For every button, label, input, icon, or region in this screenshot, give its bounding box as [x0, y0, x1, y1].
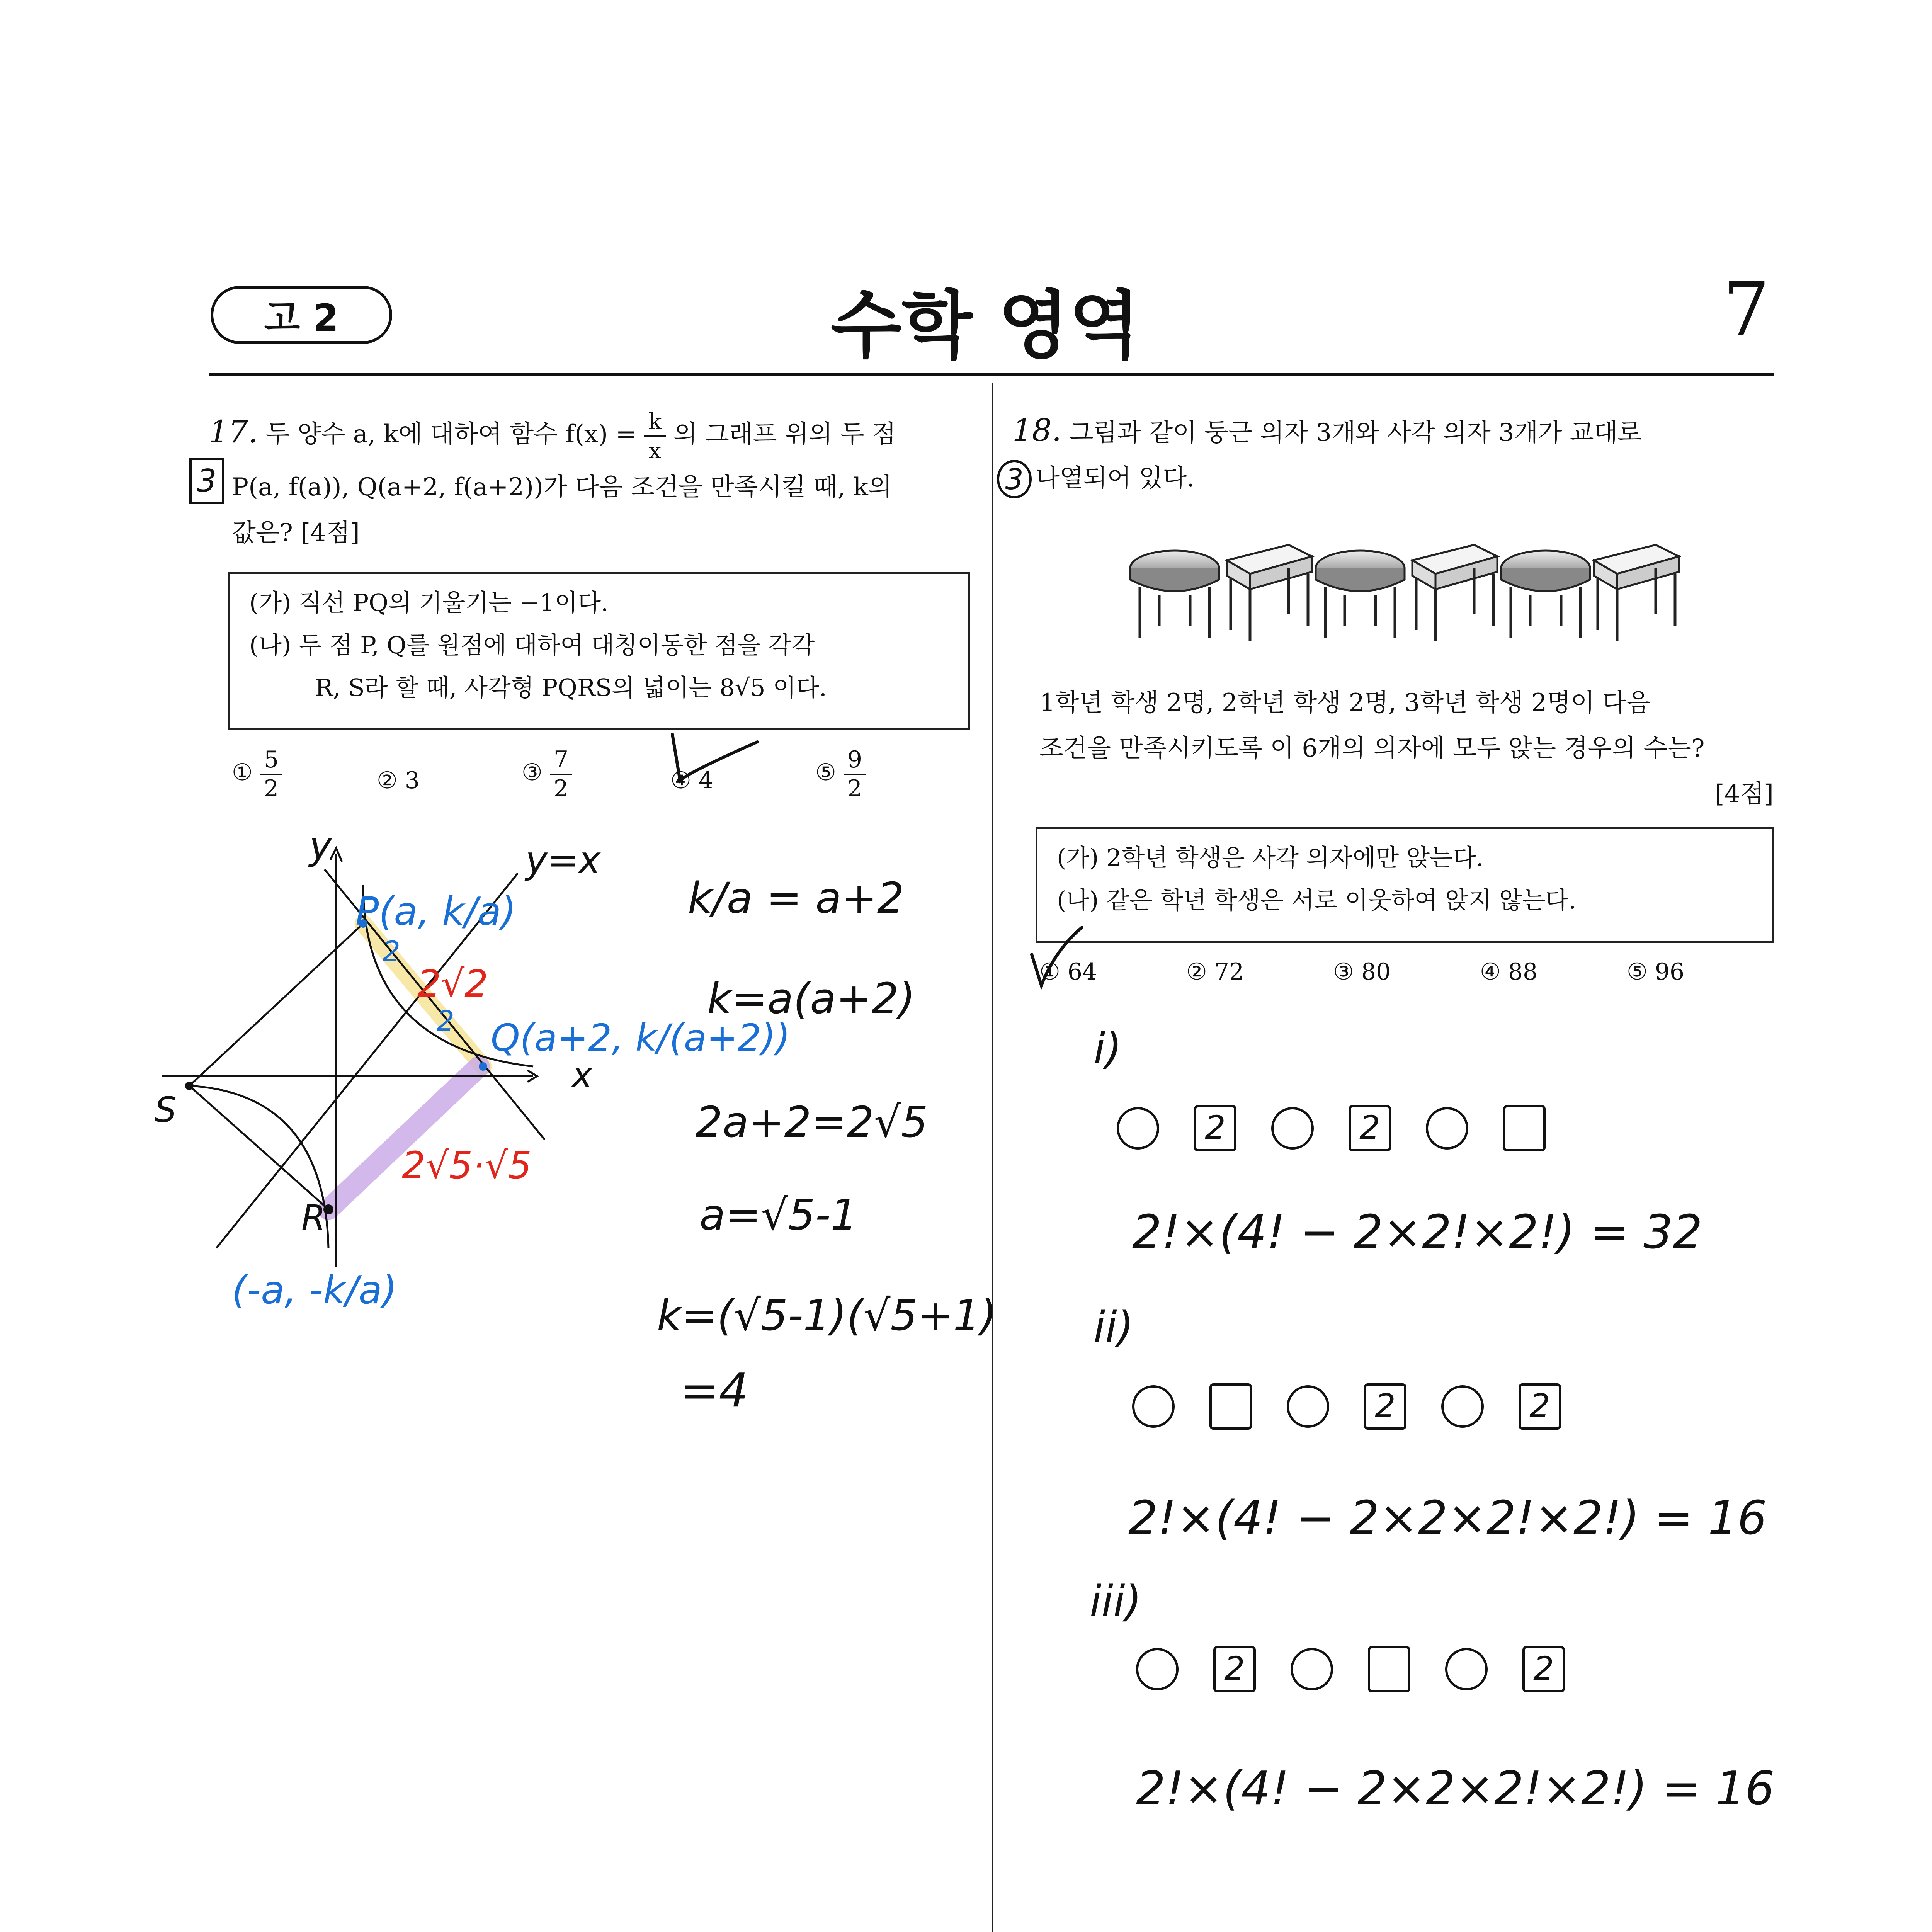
choice-value: 3 [405, 767, 420, 794]
choice-mark: ① [232, 759, 253, 786]
q18-case3-equation: 2!×(4! − 2×2×2!×2!) = 16 [1136, 1762, 1775, 1816]
q17-function-fraction [644, 408, 665, 464]
q18-checkmark [1024, 920, 1101, 997]
choice-mark: ③ [1333, 958, 1354, 985]
q18-case1-arrangement [1117, 1105, 1546, 1151]
q18-number: 18. [1012, 412, 1062, 448]
q17-text-line1-end: 의 그래프 위의 두 점 [673, 420, 896, 449]
choice-mark: ② [1186, 958, 1207, 985]
q18-text-line1: 그림과 같이 둥근 의자 3개와 사각 의자 3개가 교대로 [1069, 418, 1642, 447]
q18-case1-equation: 2!×(4! − 2×2!×2!) = 32 [1132, 1206, 1702, 1259]
sketch-line-label: y=x [526, 838, 601, 882]
round-chair-3 [1501, 551, 1590, 638]
choice-value: 96 [1655, 958, 1685, 985]
q17-condition-box [228, 572, 970, 730]
subject-title: 수학 영역 [830, 283, 1140, 368]
square-seat: 2 [1349, 1105, 1391, 1151]
q17-text-line2: P(a, f(a)), Q(a+2, f(a+2))가 다음 조건을 만족시킬 때, k의 [232, 473, 892, 502]
square-seat: 2 [1364, 1383, 1406, 1430]
highlight-qr [328, 1066, 479, 1209]
choice-num: 5 [260, 746, 282, 775]
q18-case3-arrangement [1136, 1646, 1565, 1692]
q18-case2-equation: 2!×(4! − 2×2×2!×2!) = 16 [1128, 1492, 1767, 1545]
choice-num: 9 [844, 746, 866, 775]
q17-eq-4: a=√5-1 [699, 1190, 858, 1240]
round-seat [1117, 1107, 1159, 1150]
choice-value: 4 [698, 767, 714, 794]
choice-mark: ② [377, 767, 398, 794]
sketch-seg-qr: 2√5·√5 [402, 1144, 532, 1187]
q17-number: 17. [209, 414, 258, 450]
choice-den: 2 [264, 775, 279, 802]
choice-fraction [550, 746, 572, 803]
q17-eq-5: k=(√5-1)(√5+1) [657, 1291, 997, 1340]
q17-choice-2[interactable] [377, 767, 420, 794]
square-seat: 2 [1213, 1646, 1256, 1692]
q18-case1-label: i) [1094, 1024, 1122, 1073]
square-seat [1209, 1383, 1252, 1430]
q17-eq-1: k/a = a+2 [688, 873, 904, 923]
q18-body [1039, 680, 1774, 817]
q18-points: [4점] [1714, 780, 1774, 808]
sketch-y-axis-label: y [309, 823, 332, 868]
square-seat: 2 [1519, 1383, 1561, 1430]
sketch-r-label: (-a, -k/a) [232, 1267, 397, 1313]
column-divider [992, 383, 993, 1932]
q18-choice-4[interactable] [1480, 958, 1537, 985]
q18-condition-ga: (가) 2학년 학생은 사각 의자에만 앉는다. [1057, 844, 1484, 872]
square-chair-2 [1412, 545, 1497, 641]
square-seat [1368, 1646, 1410, 1692]
choice-mark: ④ [670, 767, 691, 794]
q17-eq-6: =4 [680, 1364, 748, 1418]
q17-choice-5[interactable] [815, 746, 866, 803]
q18-choice-5[interactable] [1627, 958, 1684, 985]
choice-value: 72 [1214, 958, 1244, 985]
grade-badge: 고 2 [211, 286, 392, 344]
q17-eq-3: 2a+2=2√5 [696, 1097, 928, 1147]
square-seat [1503, 1105, 1546, 1151]
square-seat: 2 [1522, 1646, 1565, 1692]
round-seat [1271, 1107, 1314, 1150]
choice-den: 2 [847, 775, 862, 802]
q18-text-line3: 1학년 학생 2명, 2학년 학생 2명, 3학년 학생 2명이 다음 [1039, 689, 1650, 717]
q18-choice-2[interactable] [1186, 958, 1244, 985]
q18-case3-label: iii) [1090, 1577, 1142, 1626]
round-seat [1136, 1648, 1179, 1690]
q18-condition-box [1036, 827, 1774, 943]
q18-condition-na: (나) 같은 학년 학생은 서로 이웃하여 앉지 않는다. [1057, 886, 1576, 914]
sketch-point-s: S [155, 1090, 177, 1130]
q17-text-line1: 두 양수 a, k에 대하여 함수 f(x) = [265, 420, 645, 449]
choice-fraction [844, 746, 866, 803]
choice-mark: ⑤ [1627, 958, 1648, 985]
q17-condition-na-1: (나) 두 점 P, Q를 원점에 대하여 대칭이동한 점을 각각 [249, 631, 815, 659]
round-seat [1441, 1385, 1484, 1428]
q18-handwritten-answer: 3 [997, 460, 1032, 498]
choice-mark: ③ [522, 759, 543, 786]
sketch-x-axis-label: x [572, 1055, 593, 1095]
sketch-seg-pq: 2√2 [417, 962, 488, 1005]
q18-choice-3[interactable] [1333, 958, 1391, 985]
square-chair-3 [1594, 545, 1679, 641]
round-seat [1291, 1648, 1333, 1690]
q17-choice-1[interactable] [232, 746, 282, 803]
sketch-seg-small-1: 2 [383, 935, 400, 968]
round-seat [1445, 1648, 1488, 1690]
sketch-p-label: P(a, k/a) [355, 889, 517, 934]
choice-fraction [260, 746, 282, 803]
choice-mark: ① [1039, 958, 1060, 985]
round-seat [1132, 1385, 1175, 1428]
choice-mark: ④ [1480, 958, 1501, 985]
round-chair-1 [1130, 551, 1219, 638]
q17-func-den: x [648, 437, 662, 464]
choice-mark: ⑤ [815, 759, 836, 786]
choice-value: 88 [1508, 958, 1538, 985]
q18-stem [1012, 408, 1777, 501]
round-seat [1287, 1385, 1329, 1428]
choice-num: 7 [550, 746, 572, 775]
q17-eq-2: k=a(a+2) [707, 974, 915, 1023]
header-divider [209, 373, 1774, 376]
chairs-illustration [1128, 537, 1681, 653]
q17-text-line3: 값은? [4점] [232, 519, 360, 547]
q18-case2-arrangement [1132, 1383, 1561, 1430]
q17-checkmark [665, 726, 765, 792]
q18-text-line2: 나열되어 있다. [1036, 464, 1195, 493]
choice-value: 80 [1361, 958, 1391, 985]
q17-condition-na-2: R, S라 할 때, 사각형 PQRS의 넓이는 8√5 이다. [315, 673, 827, 702]
choice-den: 2 [553, 775, 569, 802]
q17-condition-ga: (가) 직선 PQ의 기울기는 −1이다. [249, 588, 609, 617]
q17-handwritten-answer: 3 [189, 458, 224, 504]
round-chair-2 [1316, 551, 1405, 638]
sketch-q-label: Q(a+2, k/(a+2)) [491, 1016, 791, 1060]
choice-value: 64 [1067, 958, 1097, 985]
q17-func-num: k [644, 408, 665, 437]
q17-stem [209, 408, 974, 556]
page-number: 7 [1723, 267, 1770, 352]
round-seat [1426, 1107, 1468, 1150]
square-seat: 2 [1194, 1105, 1236, 1151]
sketch-point-r: R [301, 1198, 326, 1238]
q18-text-line4: 조건을 만족시키도록 이 6개의 의자에 모두 앉는 경우의 수는? [1039, 734, 1705, 763]
sketch-seg-small-2: 2 [437, 1005, 454, 1037]
q17-choice-3[interactable] [522, 746, 572, 803]
q18-case2-label: ii) [1094, 1302, 1134, 1352]
square-chair-1 [1227, 545, 1312, 641]
